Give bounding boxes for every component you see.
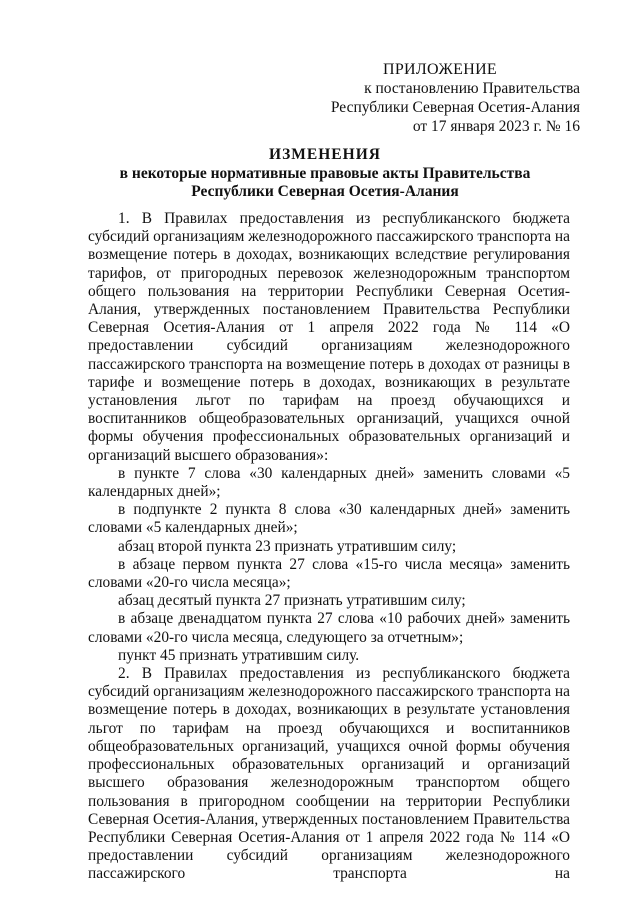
paragraph-item-2: 2. В Правилах предоставления из республиканского бюджета субсидий организациям железнодорожного пассажирского транспорта на возмещение потерь в доходах, возникающих в результате установления льгот по тарифам на проезд обучающихся и воспитанников общеобразовательных организаций, учащихся очной формы обучения профессиональных образовательных организаций и организаций высшего образования железнодорожным транспортом общего пользования в пригородном сообщении на территории Республики Северная Осетия-Алания, утвержденных постановлением Правительства Республики Северная Осетия-Алания от 1 апреля 2022 года № 114 «О предоставлении субсидий организациям железнодорожного пассажирского транспорта на xyxy=(88,665,570,883)
appendix-line: к постановлению Правительства xyxy=(364,80,580,97)
appendix-heading: ПРИЛОЖЕНИЕ xyxy=(382,61,497,78)
paragraph-amendment: в подпункте 2 пункта 8 слова «30 календарных дней» заменить словами «5 календарных дней»; xyxy=(88,501,570,537)
paragraph-amendment: в пункте 7 слова «30 календарных дней» заменить словами «5 календарных дней»; xyxy=(88,464,570,501)
title-subtitle-line: Республики Северная Осетия-Алания xyxy=(191,183,459,200)
paragraph-item-1: 1. В Правилах предоставления из республиканского бюджета субсидий организациям железнодорожного пассажирского транспорта на возмещение потерь в доходах, возникающих вследствие регулирования тарифов, от пригородных перевозок железнодорожным транспортом общего пользования на территории Республики Северная Осетия-Алания, утвержденных постановлением Правительства Республики Северная Осетия-Алания от 1 апреля 2022 года № 114 «О предоставлении субсидий организациям железнодорожного пассажирского транспорта на возмещение потерь в доходах от разницы в тарифе и возмещение потерь в доходах, возникающих в результате установления льгот по тарифам на проезд обучающихся и воспитанников общеобразовательных организаций, учащихся очной формы обучения профессиональных образовательных организаций и организаций высшего образования»: xyxy=(88,210,570,464)
appendix-line: от 17 января 2023 г. № 16 xyxy=(412,118,580,135)
paragraph-amendment: абзац второй пункта 23 признать утратившим силу; xyxy=(118,537,457,555)
appendix-line: Республики Северная Осетия-Алания xyxy=(330,99,580,116)
appendix-block xyxy=(300,60,580,136)
title-main: ИЗМЕНЕНИЯ xyxy=(269,146,381,163)
document-body xyxy=(88,210,570,884)
paragraph-amendment: в абзаце первом пункта 27 слова «15-го числа месяца» заменить словами «20-го числа месяца»; xyxy=(88,555,570,592)
title-subtitle-line: в некоторые нормативные правовые акты Правительства xyxy=(119,164,531,182)
paragraph-amendment: абзац десятый пункта 27 признать утратившим силу; xyxy=(118,592,466,610)
document-title xyxy=(80,146,570,202)
paragraph-amendment: пункт 45 признать утратившим силу. xyxy=(118,646,360,664)
paragraph-amendment: в абзаце двенадцатом пункта 27 слова «10 рабочих дней» заменить словами «20-го числа месяца, следующего за отчетным»; xyxy=(88,610,570,646)
